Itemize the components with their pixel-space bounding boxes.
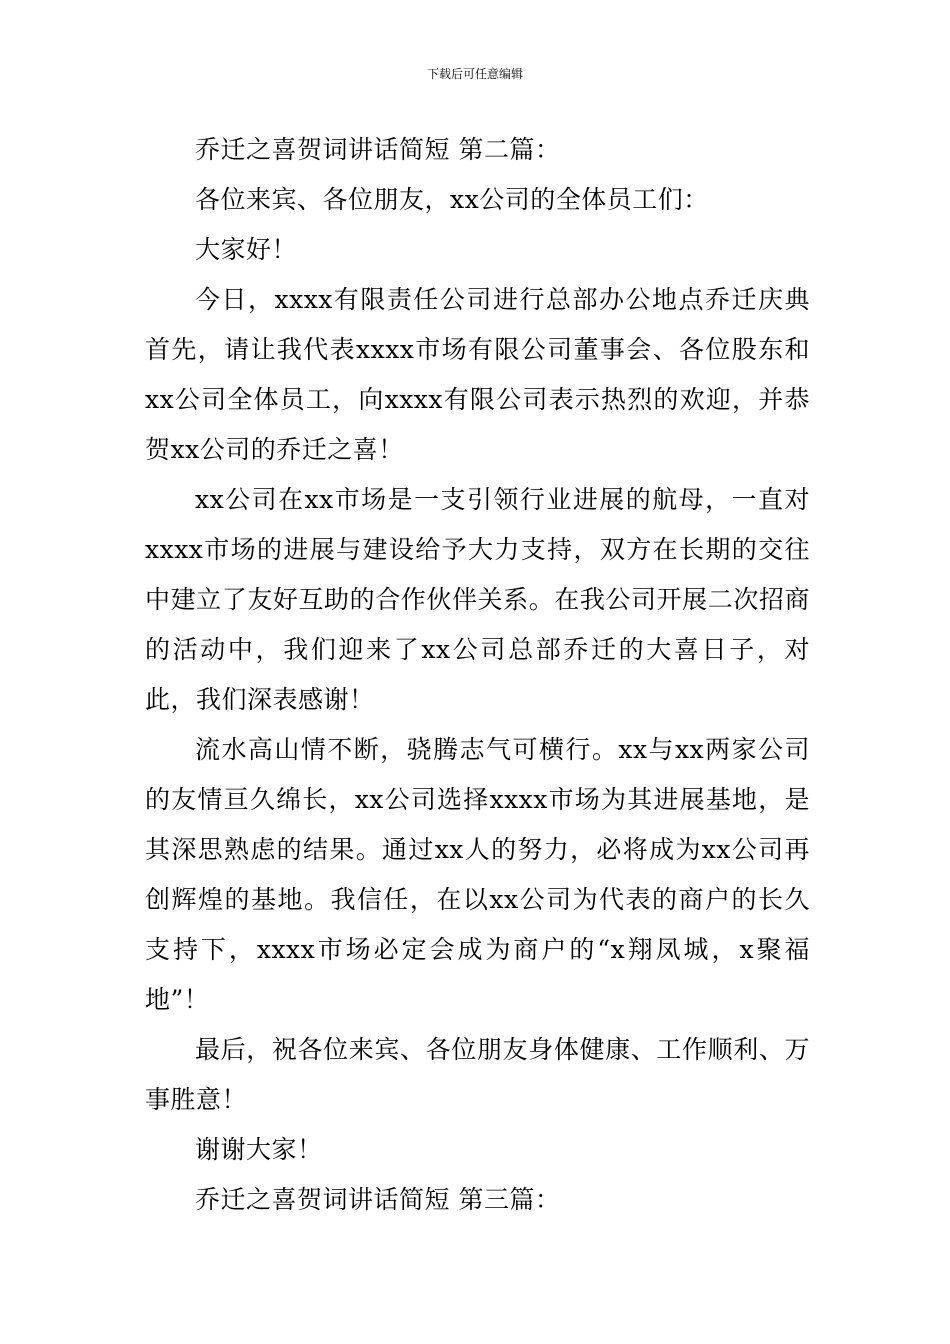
page-header: 下载后可任意编辑 — [426, 67, 523, 81]
document-body — [145, 125, 810, 1225]
paragraph: 最后，祝各位来宾、各位朋友身体健康、工作顺利、万事胜意！ — [145, 1035, 810, 1114]
section-heading: 乔迁之喜贺词讲话简短 第二篇： — [195, 135, 561, 164]
greeting: 大家好！ — [195, 235, 298, 264]
paragraph: 今日，xxxx有限责任公司进行总部办公地点乔迁庆典首先，请让我代表xxxx市场有限公司董事会、各位股东和xx公司全体员工，向xxxx有限公司表示热烈的欢迎，并恭贺xx公司的乔迁之喜！ — [145, 285, 810, 464]
salutation: 各位来宾、各位朋友，xx公司的全体员工们： — [195, 185, 709, 214]
section-heading: 乔迁之喜贺词讲话简短 第三篇： — [195, 1185, 561, 1214]
paragraph: xx公司在xx市场是一支引领行业进展的航母，一直对xxxx市场的进展与建设给予大力支持，双方在长期的交往中建立了友好互助的合作伙伴关系。在我公司开展二次招商的活动中，我们迎来了xx公司总部乔迁的大喜日子，对此，我们深表感谢！ — [145, 485, 810, 714]
closing-thanks: 谢谢大家！ — [195, 1135, 323, 1164]
paragraph: 流水高山情不断，骁腾志气可横行。xx与xx两家公司的友情亘久绵长，xx公司选择xxxx市场为其进展基地，是其深思熟虑的结果。通过xx人的努力，必将成为xx公司再创辉煌的基地。我信任，在以xx公司为代表的商户的长久支持下，xxxx市场必定会成为商户的“x翔凤城，x聚福地”！ — [145, 735, 810, 1014]
